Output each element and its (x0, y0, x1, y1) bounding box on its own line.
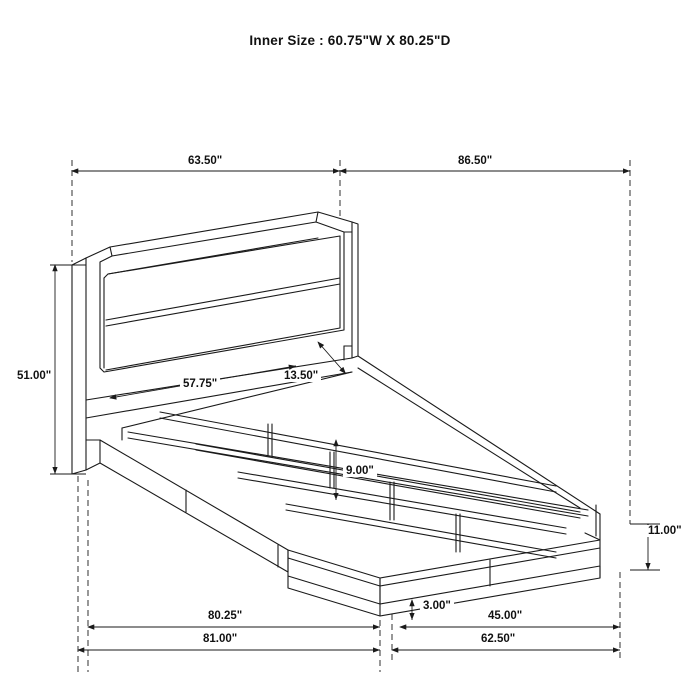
dim-headboard-width-top: 63.50" (185, 155, 225, 167)
dim-slat-clearance: 9.00" (343, 465, 377, 477)
dim-headboard-panel-to-rail: 13.50" (281, 370, 321, 382)
dim-footboard-width: 80.25" (205, 610, 245, 622)
dim-headboard-height: 51.00" (14, 370, 54, 382)
dim-side-rail-length: 45.00" (485, 610, 525, 622)
page-title: Inner Size : 60.75"W X 80.25"D (249, 33, 451, 48)
dim-overall-depth: 62.50" (478, 633, 518, 645)
dim-bed-length-top: 86.50" (455, 155, 495, 167)
dim-headboard-panel-width: 57.75" (180, 378, 220, 390)
dim-overall-width: 81.00" (200, 633, 240, 645)
dim-deck-height: 11.00" (645, 525, 685, 537)
dim-base-rail-height: 3.00" (420, 600, 454, 612)
